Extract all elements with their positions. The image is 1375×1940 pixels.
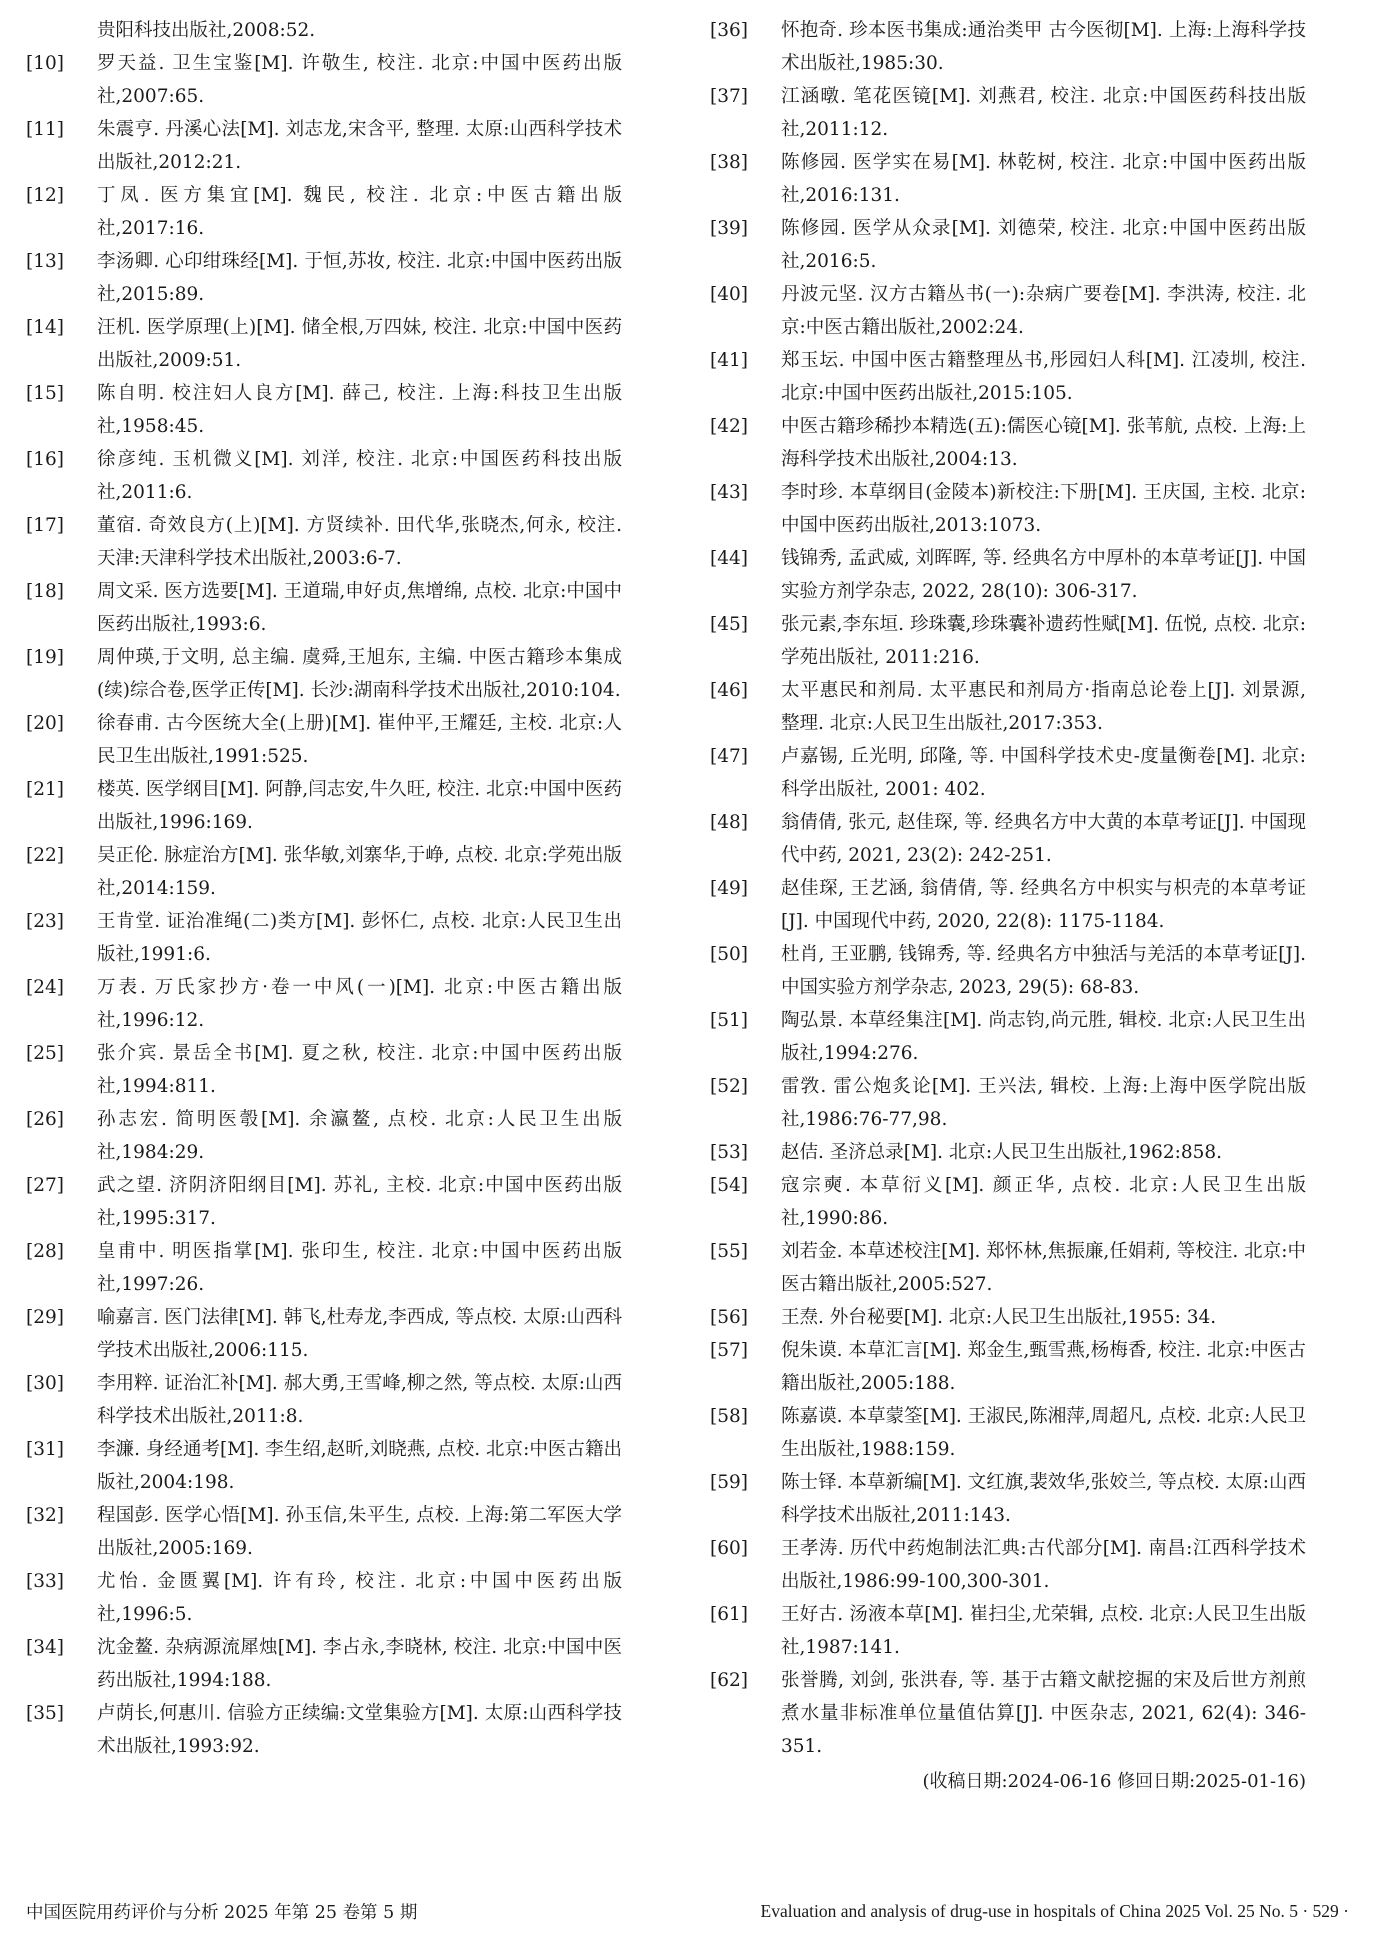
reference-text: 楼英. 医学纲目[M]. 阿静,闫志安,牛久旺, 校注. 北京:中国中医药出版社,1996:169. [97,779,622,833]
reference-item [710,740,1306,806]
reference-number: [24] [26,977,64,998]
reference-number: [46] [710,680,748,701]
reference-number: [37] [710,86,748,107]
reference-number: [40] [710,284,748,305]
reference-number: [51] [710,1010,748,1031]
reference-number: [15] [26,383,64,404]
reference-item [710,1400,1306,1466]
reference-number: [33] [26,1571,64,1592]
reference-item [710,1598,1306,1664]
reference-number: [14] [26,317,64,338]
reference-number: [55] [710,1241,748,1262]
reference-item [710,212,1306,278]
reference-item [26,509,622,575]
reference-number: [31] [26,1439,64,1460]
reference-number: [17] [26,515,64,536]
reference-text: 王好古. 汤液本草[M]. 崔扫尘,尤荣辑, 点校. 北京:人民卫生出版社,1987:141. [781,1604,1306,1658]
reference-text: 周仲瑛,于文明, 总主编. 虞舜,王旭东, 主编. 中医古籍珍本集成(续)综合卷,医学正传[M]. 长沙:湖南科学技术出版社,2010:104. [97,647,622,701]
reference-item [26,1631,622,1697]
reference-item [26,443,622,509]
reference-item [710,146,1306,212]
reference-text: 王焘. 外台秘要[M]. 北京:人民卫生出版社,1955: 34. [781,1307,1217,1328]
reference-item [26,1499,622,1565]
reference-text: 赵佳琛, 王艺涵, 翁倩倩, 等. 经典名方中枳实与枳壳的本草考证[J]. 中国现代中药, 2020, 22(8): 1175-1184. [781,878,1306,932]
reference-text: 翁倩倩, 张元, 赵佳琛, 等. 经典名方中大黄的本草考证[J]. 中国现代中药, 2021, 23(2): 242-251. [781,812,1306,866]
reference-continuation [26,14,622,47]
reference-text: 吴正伦. 脉症治方[M]. 张华敏,刘寨华,于峥, 点校. 北京:学苑出版社,2014:159. [97,845,622,899]
reference-item [710,1532,1306,1598]
reference-item [26,179,622,245]
reference-item [26,311,622,377]
reference-item [710,1334,1306,1400]
reference-number: [22] [26,845,64,866]
reference-item [710,410,1306,476]
reference-item [26,1103,622,1169]
reference-text: 徐彦纯. 玉机微义[M]. 刘洋, 校注. 北京:中国医药科技出版社,2011:6. [97,449,622,503]
reference-text: 孙志宏. 简明医彀[M]. 余瀛鳌, 点校. 北京:人民卫生出版社,1984:29. [97,1109,622,1163]
reference-list-right [710,14,1306,1763]
reference-number: [18] [26,581,64,602]
reference-text: 怀抱奇. 珍本医书集成:通治类甲 古今医彻[M]. 上海:上海科学技术出版社,1985:30. [781,20,1306,74]
reference-item [26,113,622,179]
reference-text: 徐春甫. 古今医统大全(上册)[M]. 崔仲平,王耀廷, 主校. 北京:人民卫生出版社,1991:525. [97,713,622,767]
reference-item [26,971,622,1037]
reference-item [26,773,622,839]
reference-item [710,278,1306,344]
reference-number: [29] [26,1307,64,1328]
reference-number: [13] [26,251,64,272]
reference-item [26,1565,622,1631]
reference-text: 张元素,李东垣. 珍珠囊,珍珠囊补遗药性赋[M]. 伍悦, 点校. 北京:学苑出版社, 2011:216. [781,614,1306,668]
reference-item [26,1169,622,1235]
reference-item [710,344,1306,410]
reference-text: 李濂. 身经通考[M]. 李生绍,赵昕,刘晓燕, 点校. 北京:中医古籍出版社,2004:198. [97,1439,622,1493]
reference-text: 钱锦秀, 孟武威, 刘晖晖, 等. 经典名方中厚朴的本草考证[J]. 中国实验方剂学杂志, 2022, 28(10): 306-317. [781,548,1306,602]
reference-number: [48] [710,812,748,833]
reference-item [710,1466,1306,1532]
reference-number: [20] [26,713,64,734]
reference-item [710,806,1306,872]
reference-text: 陈嘉谟. 本草蒙筌[M]. 王淑民,陈湘萍,周超凡, 点校. 北京:人民卫生出版社,1988:159. [781,1406,1306,1460]
page-footer [26,1896,1349,1926]
reference-text: 寇宗奭. 本草衍义[M]. 颜正华, 点校. 北京:人民卫生出版社,1990:86. [781,1175,1306,1229]
reference-number: [53] [710,1142,748,1163]
reference-number: [36] [710,20,748,41]
reference-number: [58] [710,1406,748,1427]
reference-item [710,14,1306,80]
reference-item [26,1433,622,1499]
reference-item [26,1697,622,1763]
reference-number: [42] [710,416,748,437]
reference-text: 万表. 万氏家抄方·卷一中风(一)[M]. 北京:中医古籍出版社,1996:12. [97,977,622,1031]
reference-item [710,1169,1306,1235]
reference-text: 丁凤. 医方集宜[M]. 魏民, 校注. 北京:中医古籍出版社,2017:16. [97,185,622,239]
reference-text: 中医古籍珍稀抄本精选(五):儒医心镜[M]. 张苇航, 点校. 上海:上海科学技术出版社,2004:13. [781,416,1306,470]
reference-number: [54] [710,1175,748,1196]
reference-number: [59] [710,1472,748,1493]
reference-text: 陈修园. 医学实在易[M]. 林乾树, 校注. 北京:中国中医药出版社,2016:131. [781,152,1306,206]
footer-journal-en: Evaluation and analysis of drug-use in hospitals of China 2025 Vol. 25 No. 5 · 529 · [760,1900,1349,1921]
reference-number: [47] [710,746,748,767]
reference-item [710,1301,1306,1334]
reference-text: 太平惠民和剂局. 太平惠民和剂局方·指南总论卷上[J]. 刘景源, 整理. 北京:人民卫生出版社,2017:353. [781,680,1306,734]
reference-item [710,80,1306,146]
reference-number: [12] [26,185,64,206]
reference-item [710,476,1306,542]
reference-item [26,839,622,905]
reference-item [710,1070,1306,1136]
reference-text: 倪朱谟. 本草汇言[M]. 郑金生,甄雪燕,杨梅香, 校注. 北京:中医古籍出版社,2005:188. [781,1340,1306,1394]
reference-number: [10] [26,53,64,74]
reference-number: [60] [710,1538,748,1559]
reference-text: 沈金鳌. 杂病源流犀烛[M]. 李占永,李晓林, 校注. 北京:中国中医药出版社,1994:188. [97,1637,622,1691]
reference-number: [50] [710,944,748,965]
reference-text: 江涵暾. 笔花医镜[M]. 刘燕君, 校注. 北京:中国医药科技出版社,2011:12. [781,86,1306,140]
reference-number: [49] [710,878,748,899]
reference-item [26,905,622,971]
reference-number: [28] [26,1241,64,1262]
reference-text: 李汤卿. 心印绀珠经[M]. 于恒,苏妆, 校注. 北京:中国中医药出版社,2015:89. [97,251,622,305]
reference-number: [25] [26,1043,64,1064]
reference-text: 陈士铎. 本草新编[M]. 文红旗,裴效华,张姣兰, 等点校. 太原:山西科学技术出版社,2011:143. [781,1472,1306,1526]
reference-item [26,1037,622,1103]
reference-text: 尤怡. 金匮翼[M]. 许有玲, 校注. 北京:中国中医药出版社,1996:5. [97,1571,622,1625]
reference-text: 陈修园. 医学从众录[M]. 刘德荣, 校注. 北京:中国中医药出版社,2016:5. [781,218,1306,272]
reference-item [26,245,622,311]
reference-number: [11] [26,119,64,140]
reference-text: 刘若金. 本草述校注[M]. 郑怀林,焦振廉,任娟莉, 等校注. 北京:中医古籍出版社,2005:527. [781,1241,1306,1295]
reference-item [26,1235,622,1301]
reference-number: [62] [710,1670,748,1691]
reference-item [710,1664,1306,1763]
reference-text: 王孝涛. 历代中药炮制法汇典:古代部分[M]. 南昌:江西科学技术出版社,1986:99-100,300-301. [781,1538,1306,1592]
left-column [26,14,622,1763]
reference-item [710,1235,1306,1301]
reference-text: 陈自明. 校注妇人良方[M]. 薛己, 校注. 上海:科技卫生出版社,1958:45. [97,383,622,437]
reference-text: 陶弘景. 本草经集注[M]. 尚志钧,尚元胜, 辑校. 北京:人民卫生出版社,1994:276. [781,1010,1306,1064]
reference-text: 张誉腾, 刘剑, 张洪春, 等. 基于古籍文献挖掘的宋及后世方剂煎煮水量非标准单位量值估算[J]. 中医杂志, 2021, 62(4): 346-351. [781,1670,1306,1757]
reference-text: 赵佶. 圣济总录[M]. 北京:人民卫生出版社,1962:858. [781,1142,1223,1163]
reference-item [710,1136,1306,1169]
reference-item [710,872,1306,938]
reference-text: 郑玉坛. 中国中医古籍整理丛书,彤园妇人科[M]. 江凌圳, 校注. 北京:中国中医药出版社,2015:105. [781,350,1306,404]
reference-text: 皇甫中. 明医指掌[M]. 张印生, 校注. 北京:中国中医药出版社,1997:26. [97,1241,622,1295]
reference-item [26,1301,622,1367]
reference-item [26,1367,622,1433]
reference-item [26,707,622,773]
reference-item [26,377,622,443]
reference-item [710,674,1306,740]
reference-number: [38] [710,152,748,173]
reference-text: 丹波元坚. 汉方古籍丛书(一):杂病广要卷[M]. 李洪涛, 校注. 北京:中医古籍出版社,2002:24. [781,284,1306,338]
reference-number: [19] [26,647,64,668]
reference-item [710,542,1306,608]
reference-number: [39] [710,218,748,239]
reference-number: [45] [710,614,748,635]
reference-item [710,608,1306,674]
reference-list-left [26,47,622,1763]
reference-number: [32] [26,1505,64,1526]
reference-number: [41] [710,350,748,371]
reference-text: 张介宾. 景岳全书[M]. 夏之秋, 校注. 北京:中国中医药出版社,1994:811. [97,1043,622,1097]
right-column [710,14,1306,1798]
reference-number: [43] [710,482,748,503]
reference-text: 李时珍. 本草纲目(金陵本)新校注:下册[M]. 王庆国, 主校. 北京:中国中医药出版社,2013:1073. [781,482,1306,536]
reference-item [710,1004,1306,1070]
reference-number: [61] [710,1604,748,1625]
reference-text: 贵阳科技出版社,2008:52. [97,20,316,41]
reference-number: [23] [26,911,64,932]
reference-item [710,938,1306,1004]
reference-text: 董宿. 奇效良方(上)[M]. 方贤续补. 田代华,张晓杰,何永, 校注. 天津:天津科学技术出版社,2003:6-7. [97,515,622,569]
reference-number: [26] [26,1109,64,1130]
reference-text: 王肯堂. 证治准绳(二)类方[M]. 彭怀仁, 点校. 北京:人民卫生出版社,1991:6. [97,911,622,965]
footer-journal-cn: 中国医院用药评价与分析 2025 年第 25 卷第 5 期 [26,1902,418,1923]
reference-text: 武之望. 济阴济阳纲目[M]. 苏礼, 主校. 北京:中国中医药出版社,1995:317. [97,1175,622,1229]
reference-item [26,575,622,641]
reference-text: 雷敩. 雷公炮炙论[M]. 王兴法, 辑校. 上海:上海中医学院出版社,1986:76-77,98. [781,1076,1306,1130]
reference-text: 喻嘉言. 医门法律[M]. 韩飞,杜寿龙,李西成, 等点校. 太原:山西科学技术出版社,2006:115. [97,1307,622,1361]
reference-item [26,641,622,707]
reference-text: 朱震亨. 丹溪心法[M]. 刘志龙,宋含平, 整理. 太原:山西科学技术出版社,2012:21. [97,119,622,173]
reference-number: [35] [26,1703,64,1724]
reference-text: 程国彭. 医学心悟[M]. 孙玉信,朱平生, 点校. 上海:第二军医大学出版社,2005:169. [97,1505,622,1559]
reference-text: 汪机. 医学原理(上)[M]. 储全根,万四妹, 校注. 北京:中国中医药出版社,2009:51. [97,317,622,371]
reference-text: 李用粹. 证治汇补[M]. 郝大勇,王雪峰,柳之然, 等点校. 太原:山西科学技术出版社,2011:8. [97,1373,622,1427]
reference-number: [52] [710,1076,748,1097]
received-revised-dates: (收稿日期:2024-06-16 修回日期:2025-01-16) [922,1771,1306,1792]
reference-text: 周文采. 医方选要[M]. 王道瑞,申好贞,焦增绵, 点校. 北京:中国中医药出版社,1993:6. [97,581,622,635]
reference-text: 杜肖, 王亚鹏, 钱锦秀, 等. 经典名方中独活与羌活的本草考证[J]. 中国实验方剂学杂志, 2023, 29(5): 68-83. [781,944,1306,998]
reference-text: 卢荫长,何惠川. 信验方正续编:文堂集验方[M]. 太原:山西科学技术出版社,1993:92. [97,1703,622,1757]
reference-text: 卢嘉锡, 丘光明, 邱隆, 等. 中国科学技术史-度量衡卷[M]. 北京: 科学出版社, 2001: 402. [781,746,1306,800]
reference-number: [56] [710,1307,748,1328]
reference-text: 罗天益. 卫生宝鉴[M]. 许敬生, 校注. 北京:中国中医药出版社,2007:65. [97,53,622,107]
reference-number: [30] [26,1373,64,1394]
reference-number: [27] [26,1175,64,1196]
reference-number: [16] [26,449,64,470]
reference-number: [21] [26,779,64,800]
reference-number: [34] [26,1637,64,1658]
reference-number: [57] [710,1340,748,1361]
reference-number: [44] [710,548,748,569]
reference-item [26,47,622,113]
